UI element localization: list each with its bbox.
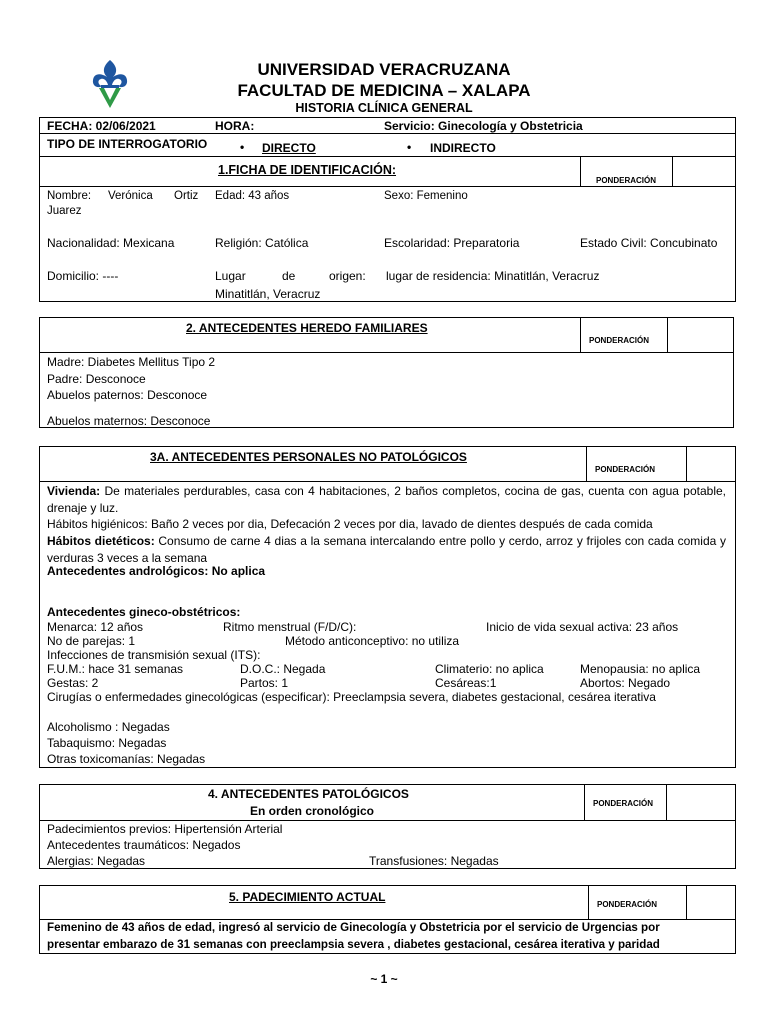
habitos-dieteticos-label: Hábitos dietéticos: bbox=[47, 534, 155, 548]
hora-label: HORA: bbox=[215, 119, 255, 133]
section-4-title: 4. ANTECEDENTES PATOLÓGICOS bbox=[208, 787, 409, 801]
gestas-value: Gestas: 2 bbox=[47, 676, 99, 690]
section-1-ponderacion: PONDERACIÓN bbox=[596, 176, 657, 185]
doc-value: D.O.C.: Negada bbox=[240, 662, 326, 676]
section-2-ponderacion: PONDERACIÓN bbox=[589, 336, 650, 345]
document-title: HISTORIA CLÍNICA GENERAL bbox=[295, 101, 473, 115]
nombre-first: Verónica bbox=[108, 190, 153, 202]
gineco-obstetricos-title: Antecedentes gineco-obstétricos: bbox=[47, 605, 241, 619]
padecimientos-previos-value: Padecimientos previos: Hipertensión Arterial bbox=[47, 822, 283, 836]
page-number: ~ 1 ~ bbox=[370, 972, 398, 986]
abuelos-maternos-value: Abuelos maternos: Desconoce bbox=[47, 414, 211, 428]
habitos-higienicos-value: Hábitos higiénicos: Baño 2 veces por dia, Defecación 2 veces por dia, lavado de dientes después de cada comida bbox=[47, 517, 653, 531]
cirugias-value: Cirugías o enfermedades ginecológicas (especificar): Preeclampsia severa, diabetes gestacional, cesárea iterativa bbox=[47, 690, 656, 704]
vivienda-text bbox=[47, 483, 726, 516]
otras-toxicomanias-value: Otras toxicomanías: Negadas bbox=[47, 752, 206, 766]
lugar-origen-value: Minatitlán, Veracruz bbox=[215, 287, 321, 301]
estado-civil-value: Estado Civil: Concubinato bbox=[580, 236, 718, 250]
section-2-title: 2. ANTECEDENTES HEREDO FAMILIARES bbox=[186, 321, 428, 335]
menarca-value: Menarca: 12 años bbox=[47, 620, 144, 634]
fecha-label: FECHA: 02/06/2021 bbox=[47, 119, 156, 133]
servicio-label: Servicio: Ginecología y Obstetricia bbox=[384, 119, 583, 133]
lugar-origen-label: Lugar bbox=[215, 269, 246, 283]
padecimiento-line-1: Femenino de 43 años de edad, ingresó al servicio de Ginecología y Obstetricia por el servicio de Urgencias por bbox=[47, 921, 660, 934]
sexo-value: Sexo: Femenino bbox=[384, 190, 468, 202]
antecedentes-traumaticos-value: Antecedentes traumáticos: Negados bbox=[47, 838, 241, 852]
parejas-value: No de parejas: 1 bbox=[47, 634, 136, 648]
lugar-origen-label: de bbox=[282, 269, 296, 283]
tabaquismo-value: Tabaquismo: Negadas bbox=[47, 736, 167, 750]
climaterio-value: Climaterio: no aplica bbox=[435, 662, 544, 676]
metodo-value: Método anticonceptivo: no utiliza bbox=[285, 634, 460, 648]
religion-value: Religión: Católica bbox=[215, 236, 309, 250]
alergias-value: Alergias: Negadas bbox=[47, 854, 146, 868]
bullet-icon: • bbox=[240, 140, 245, 154]
abortos-value: Abortos: Negado bbox=[580, 676, 671, 690]
directo-option[interactable]: DIRECTO bbox=[262, 141, 316, 155]
alcoholismo-value: Alcoholismo : Negadas bbox=[47, 720, 170, 734]
ritmo-menstrual-value: Ritmo menstrual (F/D/C): bbox=[223, 620, 357, 634]
padecimiento-line-2: presentar embarazo de 31 semanas con preeclampsia severa , diabetes gestacional, cesárea iterativa y paridad bbox=[47, 938, 660, 951]
domicilio-value: Domicilio: ---- bbox=[47, 269, 119, 283]
section-5-title: 5. PADECIMIENTO ACTUAL bbox=[229, 890, 386, 904]
section-3a-ponderacion: PONDERACIÓN bbox=[595, 465, 656, 474]
section-3a-title: 3A. ANTECEDENTES PERSONALES NO PATOLÓGICOS bbox=[150, 450, 467, 464]
edad-value: Edad: 43 años bbox=[215, 190, 290, 202]
bullet-icon: • bbox=[407, 140, 412, 154]
habitos-dieteticos-value: Consumo de carne 4 dias a la semana intercalando entre pollo y cerdo, arroz y frijoles con cada comida y verduras 3 veces a la semana bbox=[47, 534, 726, 565]
transfusiones-value: Transfusiones: Negadas bbox=[369, 854, 499, 868]
menopausia-value: Menopausia: no aplica bbox=[580, 662, 701, 676]
residencia-value: lugar de residencia: Minatitlán, Veracruz bbox=[386, 269, 600, 283]
its-value: Infecciones de transmisión sexual (ITS): bbox=[47, 648, 261, 662]
section-1-title: 1.FICHA DE IDENTIFICACIÓN: bbox=[218, 163, 397, 177]
faculty-name: FACULTAD DE MEDICINA – XALAPA bbox=[237, 81, 531, 100]
nombre-label: Nombre: bbox=[47, 190, 92, 202]
cesareas-value: Cesáreas:1 bbox=[435, 676, 497, 690]
nacionalidad-value: Nacionalidad: Mexicana bbox=[47, 236, 175, 250]
fum-value: F.U.M.: hace 31 semanas bbox=[47, 662, 184, 676]
lugar-origen-label: origen: bbox=[329, 269, 366, 283]
university-name: UNIVERSIDAD VERACRUZANA bbox=[257, 60, 511, 79]
escolaridad-value: Escolaridad: Preparatoria bbox=[384, 236, 520, 250]
padre-value: Padre: Desconoce bbox=[47, 372, 146, 386]
partos-value: Partos: 1 bbox=[240, 676, 289, 690]
abuelos-paternos-value: Abuelos paternos: Desconoce bbox=[47, 388, 208, 402]
section-5-ponderacion: PONDERACIÓN bbox=[597, 900, 658, 909]
section-4-ponderacion: PONDERACIÓN bbox=[593, 799, 654, 808]
habitos-dieteticos-text bbox=[47, 533, 726, 566]
vivienda-label: Vivienda: bbox=[47, 484, 101, 498]
andrologicos-value: Antecedentes andrológicos: No aplica bbox=[47, 564, 266, 578]
madre-value: Madre: Diabetes Mellitus Tipo 2 bbox=[47, 355, 216, 369]
indirecto-option[interactable]: INDIRECTO bbox=[430, 141, 496, 155]
vivienda-value: De materiales perdurables, casa con 4 habitaciones, 2 baños completos, cocina de gas, cuenta con agua potable, drenaje y luz. bbox=[47, 484, 726, 515]
section-4-subtitle: En orden cronológico bbox=[250, 804, 375, 818]
nombre-last2: Juarez bbox=[47, 205, 82, 217]
nombre-last: Ortiz bbox=[174, 190, 199, 202]
ivsa-value: Inicio de vida sexual activa: 23 años bbox=[486, 620, 679, 634]
tipo-interrogatorio-label: TIPO DE INTERROGATORIO bbox=[47, 137, 208, 151]
